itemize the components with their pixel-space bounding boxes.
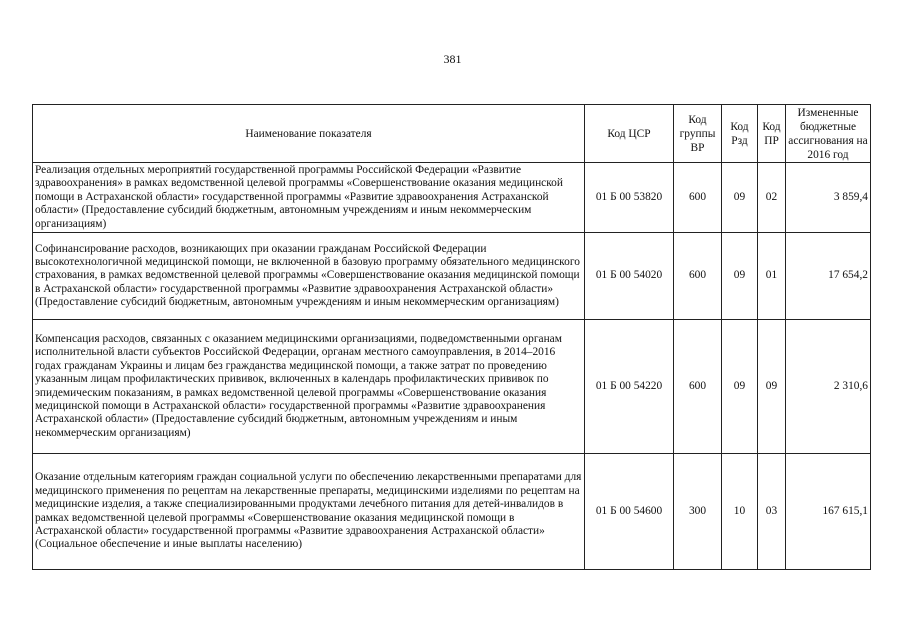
row-rzd: 10 [722, 454, 758, 570]
row-pr: 03 [758, 454, 786, 570]
header-pr: Код ПР [758, 105, 786, 163]
row-vr: 600 [674, 320, 722, 454]
row-vr: 600 [674, 233, 722, 320]
row-amount: 3 859,4 [786, 163, 871, 233]
row-vr: 600 [674, 163, 722, 233]
header-name: Наименование показателя [33, 105, 585, 163]
row-rzd: 09 [722, 233, 758, 320]
row-pr: 02 [758, 163, 786, 233]
header-amount: Измененные бюджетные ассигнования на 2016 год [786, 105, 871, 163]
table-row [33, 454, 871, 570]
row-name: Оказание отдельным категориям граждан социальной услуги по обеспечению лекарственными препаратами для медицинского применения по рецептам на лекарственные препараты, медицинскими изделиями по рецептам на медицинские изделия, а также специализированными продуктами лечебного питания для детей-инвалидов в рамках ведомственной целевой программы «Совершенствование оказания медицинской помощи в Астраханской области» государственной программы «Развитие здравоохранения Астраханской области» (Социальное обеспечение и иные выплаты населению) [33, 454, 585, 570]
row-csr: 01 Б 00 53820 [585, 163, 674, 233]
table-header-row [33, 105, 871, 163]
table-row [33, 320, 871, 454]
row-name: Компенсация расходов, связанных с оказанием медицинскими организациями, подведомственными органам исполнительной власти субъектов Российской Федерации, органам местного самоуправления, в 2014–2016 годах гражданам Украины и лицам без гражданства медицинской помощи, а также затрат по проведению указанным лицам профилактических прививок, включенных в календарь профилактических прививок по эпидемическим показаниям, в рамках ведомственной целевой программы «Совершенствование оказания медицинской помощи в Астраханской области» государственной программы «Развитие здравоохранения Астраханской области» (Предоставление субсидий бюджетным, автономным учреждениям и иным некоммерческим организациям) [33, 320, 585, 454]
row-amount: 2 310,6 [786, 320, 871, 454]
row-name: Реализация отдельных мероприятий государственной программы Российской Федерации «Развитие здравоохранения» в рамках ведомственной целевой программы «Совершенствование оказания медицинской помощи в Астраханской области» государственной программы «Развитие здравоохранения Астраханской области» (Предоставление субсидий бюджетным, автономным учреждениям и иным некоммерческим организациям) [33, 163, 585, 233]
page-number: 381 [443, 52, 462, 66]
row-rzd: 09 [722, 163, 758, 233]
row-rzd: 09 [722, 320, 758, 454]
header-csr: Код ЦСР [585, 105, 674, 163]
table-row [33, 163, 871, 233]
row-pr: 09 [758, 320, 786, 454]
row-vr: 300 [674, 454, 722, 570]
budget-table [32, 104, 871, 570]
row-pr: 01 [758, 233, 786, 320]
header-rzd: Код Рзд [722, 105, 758, 163]
row-csr: 01 Б 00 54600 [585, 454, 674, 570]
row-amount: 167 615,1 [786, 454, 871, 570]
header-vr: Код группы ВР [674, 105, 722, 163]
row-name: Софинансирование расходов, возникающих при оказании гражданам Российской Федерации высокотехнологичной медицинской помощи, не включенной в базовую программу обязательного медицинского страхования, в рамках ведомственной целевой программы «Совершенствование оказания медицинской помощи в Астраханской области» государственной программы «Развитие здравоохранения Астраханской области» (Предоставление субсидий бюджетным, автономным учреждениям и иным некоммерческим организациям) [33, 233, 585, 320]
row-csr: 01 Б 00 54020 [585, 233, 674, 320]
row-amount: 17 654,2 [786, 233, 871, 320]
row-csr: 01 Б 00 54220 [585, 320, 674, 454]
table-row [33, 233, 871, 320]
